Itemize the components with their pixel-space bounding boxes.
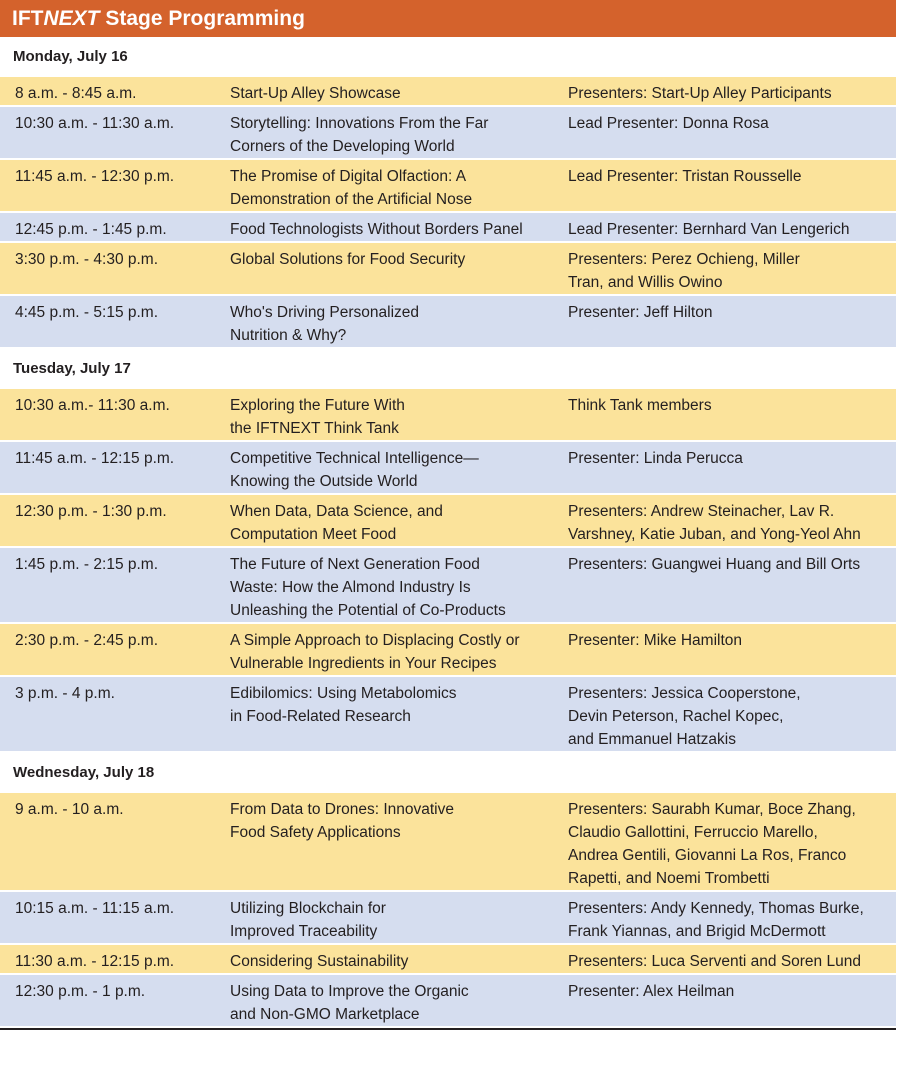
session-row <box>0 389 896 442</box>
session-presenters: Presenter: Mike Hamilton <box>568 632 743 649</box>
session-title: Edibilomics: Using Metabolomics in Food-Related Research <box>230 685 457 725</box>
session-presenters: Presenters: Luca Serventi and Soren Lund <box>568 953 861 970</box>
session-title: Competitive Technical Intelligence— Knowing the Outside World <box>230 450 479 490</box>
session-title: Start-Up Alley Showcase <box>230 85 401 102</box>
session-title: Exploring the Future With the IFTNEXT Think Tank <box>230 397 405 437</box>
session-row <box>0 975 896 1028</box>
session-row <box>0 107 896 160</box>
session-time: 12:45 p.m. - 1:45 p.m. <box>15 221 167 238</box>
session-title: Utilizing Blockchain for Improved Traceability <box>230 900 386 940</box>
session-presenters: Presenters: Andy Kennedy, Thomas Burke, Frank Yiannas, and Brigid McDermott <box>568 900 864 940</box>
session-row <box>0 548 896 624</box>
session-title: Food Technologists Without Borders Panel <box>230 221 523 238</box>
session-time: 1:45 p.m. - 2:15 p.m. <box>15 556 159 573</box>
day-heading: Tuesday, July 17 <box>0 349 896 389</box>
session-title: From Data to Drones: Innovative Food Safety Applications <box>230 801 454 841</box>
session-row <box>0 945 896 975</box>
session-title: Global Solutions for Food Security <box>230 251 466 268</box>
schedule-table <box>0 37 896 1028</box>
session-row <box>0 243 896 296</box>
session-presenters: Lead Presenter: Tristan Rousselle <box>568 168 802 185</box>
session-title: The Future of Next Generation Food Waste: How the Almond Industry Is Unleashing the Potential of Co-Products <box>230 556 506 619</box>
session-title: Considering Sustainability <box>230 953 409 970</box>
session-time: 12:30 p.m. - 1:30 p.m. <box>15 503 167 520</box>
session-presenters: Lead Presenter: Bernhard Van Lengerich <box>568 221 850 238</box>
session-time: 10:30 a.m.- 11:30 a.m. <box>15 397 170 414</box>
page-title <box>0 0 896 37</box>
session-title: When Data, Data Science, and Computation Meet Food <box>230 503 443 543</box>
session-presenters: Presenters: Guangwei Huang and Bill Orts <box>568 556 861 573</box>
session-title: The Promise of Digital Olfaction: A Demonstration of the Artificial Nose <box>230 168 473 208</box>
session-row <box>0 793 896 892</box>
session-row <box>0 77 896 107</box>
session-row <box>0 677 896 753</box>
session-row <box>0 442 896 495</box>
session-row <box>0 296 896 349</box>
session-time: 11:45 a.m. - 12:15 p.m. <box>15 450 175 467</box>
session-presenters: Think Tank members <box>568 397 712 414</box>
session-presenters: Presenter: Linda Perucca <box>568 450 743 467</box>
title-suffix: Stage Programming <box>99 6 305 30</box>
session-presenters: Presenters: Jessica Cooperstone, Devin Peterson, Rachel Kopec, and Emmanuel Hatzakis <box>568 685 801 748</box>
session-presenters: Presenter: Jeff Hilton <box>568 304 713 321</box>
session-presenters: Presenter: Alex Heilman <box>568 983 735 1000</box>
day-heading: Monday, July 16 <box>0 37 896 77</box>
session-title: Who's Driving Personalized Nutrition & Why? <box>230 304 420 344</box>
session-time: 3 p.m. - 4 p.m. <box>15 685 115 702</box>
session-presenters: Presenters: Start-Up Alley Participants <box>568 85 832 102</box>
day-heading: Wednesday, July 18 <box>0 753 896 793</box>
session-presenters: Presenters: Andrew Steinacher, Lav R. Varshney, Katie Juban, and Yong-Yeol Ahn <box>568 503 861 543</box>
session-row <box>0 160 896 213</box>
session-row <box>0 495 896 548</box>
session-time: 2:30 p.m. - 2:45 p.m. <box>15 632 159 649</box>
session-presenters: Lead Presenter: Donna Rosa <box>568 115 769 132</box>
title-prefix: IFT <box>12 6 44 30</box>
bottom-divider <box>0 1028 896 1030</box>
session-time: 4:45 p.m. - 5:15 p.m. <box>15 304 159 321</box>
session-time: 10:30 a.m. - 11:30 a.m. <box>15 115 175 132</box>
session-time: 11:45 a.m. - 12:30 p.m. <box>15 168 175 185</box>
session-row <box>0 624 896 677</box>
session-time: 8 a.m. - 8:45 a.m. <box>15 85 137 102</box>
session-title: Using Data to Improve the Organic and Non-GMO Marketplace <box>230 983 469 1023</box>
session-row <box>0 892 896 945</box>
session-presenters: Presenters: Perez Ochieng, Miller Tran, and Willis Owino <box>568 251 800 291</box>
session-title: A Simple Approach to Displacing Costly or Vulnerable Ingredients in Your Recipes <box>230 632 520 672</box>
session-time: 9 a.m. - 10 a.m. <box>15 801 124 818</box>
session-time: 11:30 a.m. - 12:15 p.m. <box>15 953 175 970</box>
session-title: Storytelling: Innovations From the Far Corners of the Developing World <box>230 115 489 155</box>
session-time: 12:30 p.m. - 1 p.m. <box>15 983 146 1000</box>
session-time: 10:15 a.m. - 11:15 a.m. <box>15 900 175 917</box>
session-time: 3:30 p.m. - 4:30 p.m. <box>15 251 159 268</box>
title-brand-italic: NEXT <box>43 6 100 30</box>
session-row <box>0 213 896 243</box>
session-presenters: Presenters: Saurabh Kumar, Boce Zhang, Claudio Gallottini, Ferruccio Marello, Andrea Gentili, Giovanni La Ros, Franco Rapetti, and Noemi Trombetti <box>568 801 856 887</box>
